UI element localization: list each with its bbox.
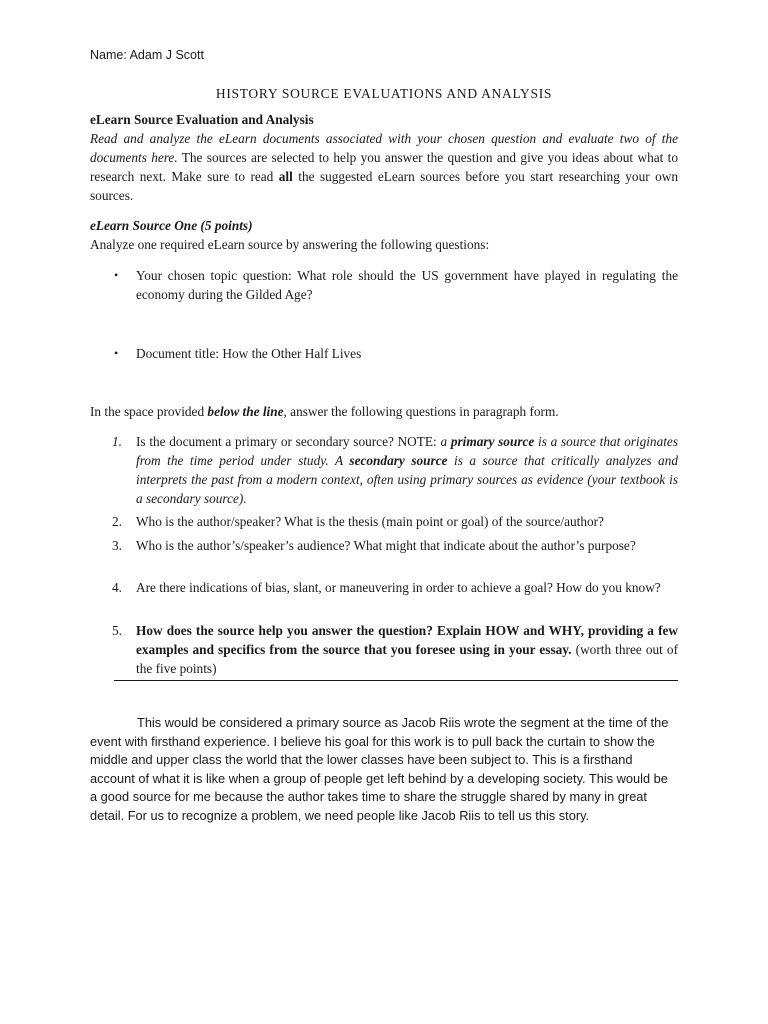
question-text: Who is the author’s/speaker’s audience? What might that indicate about the author’s purpose? [136,538,636,553]
student-name: Name: Adam J Scott [90,48,204,62]
answer-instructions [90,402,559,421]
secondary-source-term: secondary source [349,453,448,468]
page-title: HISTORY SOURCE EVALUATIONS AND ANALYSIS [215,86,553,101]
question-5-bold: How does the source help you answer the question? Explain HOW and WHY, providing a few examples and specifics from the source that you foresee using in your essay. [136,623,678,657]
question-text: Are there indications of bias, slant, or maneuvering in order to achieve a goal? How do you know? [136,580,661,595]
answer-instructions-emphasis: below the line [207,404,284,419]
question-item [90,432,678,508]
bullet-icon: • [114,346,119,360]
question-item [90,578,678,597]
question-1-part-4: is a source that critically analyzes and interprets the past from a modern context, often using primary sources as evidence (your textbook is a secondary source). [136,453,679,506]
answer-divider-line [114,680,678,681]
question-text [136,432,678,508]
answer-paragraph: This would be considered a primary source as Jacob Riis wrote the segment at the time of the event with firsthand experience. I believe his goal for this work is to pull back the curtain to show the middle and upper class the world that the lower classes have been subject to. This is a firsthand account of what it is like when a group of people get left behind by a developing society. This would be a good source for me because the author takes time to share the struggle shared by many in great detail. For us to recognize a problem, we need people like Jacob Riis to tell us this story. [90,715,669,823]
bullet-text: Your chosen topic question: What role should the US government have played in regulating the economy during the Gilded Age? [136,268,678,302]
primary-source-term: primary source [450,434,535,449]
intro-text-1: The sources are selected to help you answer the question and give you ideas about what to research next. Make sure to read [90,150,678,184]
question-number: 3. [112,538,122,553]
source-one-instructions: Analyze one required eLearn source by answering the following questions: [90,237,490,252]
bullet-icon: • [114,268,119,282]
intro-bold-text: all [278,169,293,184]
question-item [90,512,678,531]
intro-text-2: the suggested eLearn sources before you start researching your own sources. [90,169,678,203]
question-number: 1. [112,434,122,449]
question-1-part-3: is a source that originates from the time period under study. A [136,434,678,468]
answer-instructions-prefix: In the space provided [90,404,208,419]
bullet-topic-question [90,266,678,304]
question-text: Who is the author/speaker? What is the thesis (main point or goal) of the source/author? [136,514,604,529]
question-item [90,536,678,555]
question-1-part-1: Is the document a primary or secondary source? NOTE: [136,434,441,449]
intro-paragraph [90,129,678,205]
question-number: 2. [112,514,122,529]
question-number: 4. [112,580,122,595]
bullet-text: Document title: How the Other Half Lives [136,346,362,361]
question-1-part-2: a [440,434,451,449]
question-text [136,621,678,678]
intro-italic-text: Read and analyze the eLearn documents associated with your chosen question and evaluate two of the documents here. [90,131,678,165]
question-number: 5. [112,623,122,638]
question-item [90,621,678,678]
question-5-note: (worth three out of the five points) [136,642,678,676]
bullet-document-title [90,344,678,363]
answer-instructions-suffix: , answer the following questions in paragraph form. [283,404,559,419]
section-heading: eLearn Source Evaluation and Analysis [90,112,314,127]
source-one-heading: eLearn Source One (5 points) [90,218,253,233]
